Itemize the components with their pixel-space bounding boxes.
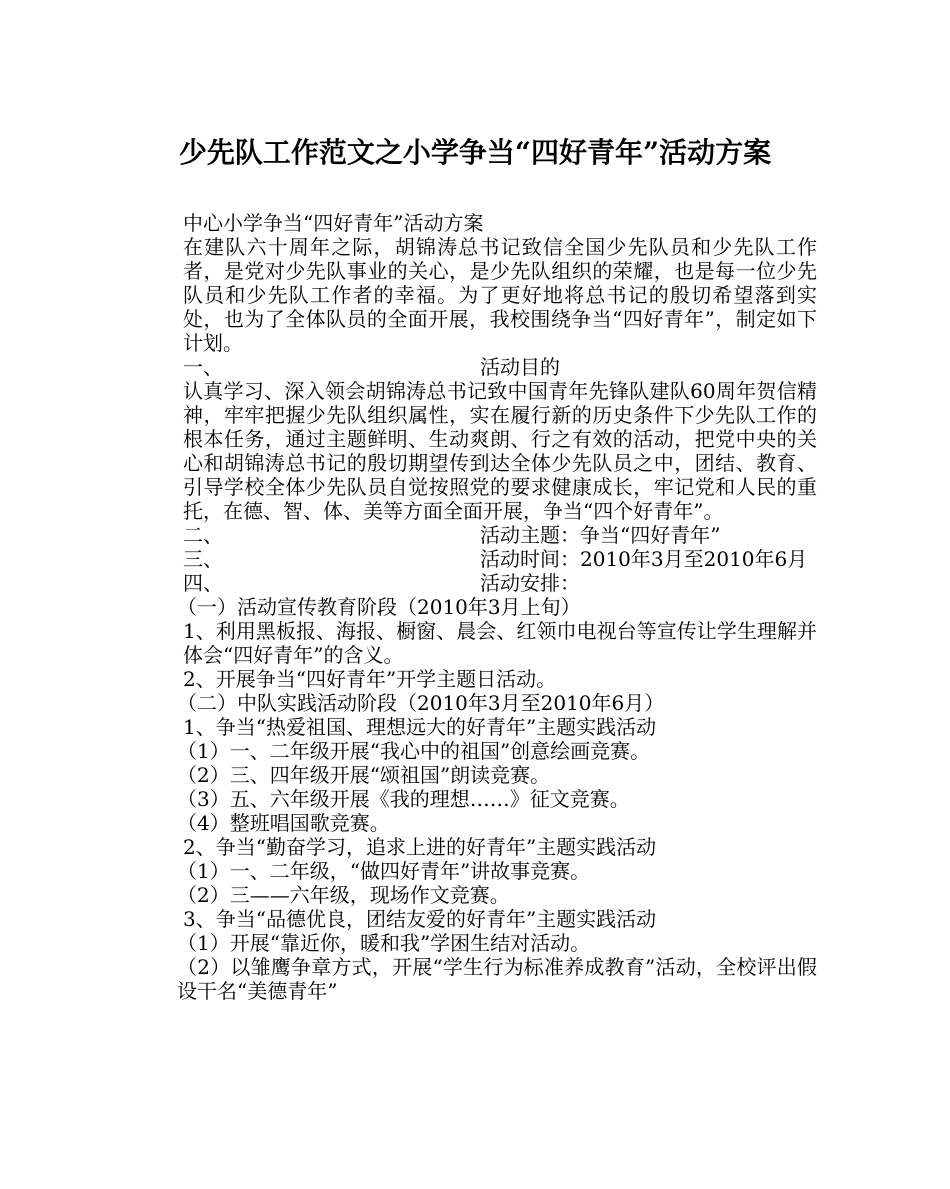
list-item: （2）三、四年级开展“颂祖国”朗读竞赛。	[177, 763, 551, 787]
list-item: （4）整班唱国歌竞赛。	[177, 811, 390, 835]
section-text: 活动时间：2010年3月至2010年6月	[480, 547, 808, 571]
list-item: 2、争当“勤奋学习，追求上进的好青年”主题实践活动	[183, 835, 657, 859]
list-item: （2）以雏鹰争章方式，开展“学生行为标准养成教育”活动，全校评出假设干名“美德青年”	[177, 955, 817, 1003]
document-title: 少先队工作范文之小学争当“四好青年”活动方案	[178, 136, 772, 169]
section-heading	[141, 355, 817, 379]
list-item: （1）一、二年级开展“我心中的祖国”创意绘画竞赛。	[177, 739, 651, 763]
list-item: （1）开展“靠近你，暖和我”学困生结对活动。	[177, 931, 591, 955]
section-number: 二、	[183, 523, 223, 547]
stage-heading: （二）中队实践活动阶段（2010年3月至2010年6月）	[177, 691, 665, 715]
stage-heading: （一）活动宣传教育阶段（2010年3月上旬）	[177, 595, 581, 619]
document-body	[141, 211, 817, 1003]
plan-heading: 中心小学争当“四好青年”活动方案	[183, 211, 484, 235]
list-item: （2）三——六年级，现场作文竞赛。	[177, 883, 510, 907]
list-item: （3）五、六年级开展《我的理想……》征文竞赛。	[177, 787, 630, 811]
list-item: 2、开展争当“四好青年”开学主题日活动。	[183, 667, 557, 691]
section-text: 活动目的	[480, 355, 560, 379]
section-text: 活动主题：争当“四好青年”	[480, 523, 721, 547]
section-heading	[141, 523, 817, 547]
section-heading	[141, 571, 817, 595]
list-item: 3、争当“品德优良，团结友爱的好青年”主题实践活动	[183, 907, 657, 931]
list-item: （1）一、二年级，“做四好青年”讲故事竞赛。	[177, 859, 591, 883]
section-number: 三、	[183, 547, 223, 571]
list-item: 1、争当“热爱祖国、理想远大的好青年”主题实践活动	[183, 715, 657, 739]
section-number: 一、	[183, 355, 223, 379]
intro-paragraph: 在建队六十周年之际，胡锦涛总书记致信全国少先队员和少先队工作者，是党对少先队事业的关心，是少先队组织的荣耀，也是每一位少先队员和少先队工作者的幸福。为了更好地将总书记的殷切希望落到实处，也为了全体队员的全面开展，我校围绕争当“四好青年”，制定如下计划。	[183, 235, 817, 355]
section-number: 四、	[183, 571, 223, 595]
list-item: 1、利用黑板报、海报、橱窗、晨会、红领巾电视台等宣传让学生理解并体会“四好青年”的含义。	[183, 619, 817, 667]
section-heading	[141, 547, 817, 571]
section-text: 活动安排：	[480, 571, 580, 595]
purpose-paragraph: 认真学习、深入领会胡锦涛总书记致中国青年先锋队建队60周年贺信精神，牢牢把握少先队组织属性，实在履行新的历史条件下少先队工作的根本任务，通过主题鲜明、生动爽朗、行之有效的活动，把党中央的关心和胡锦涛总书记的殷切期望传到达全体少先队员之中，团结、教育、引导学校全体少先队员自觉按照党的要求健康成长，牢记党和人民的重托，在德、智、体、美等方面全面开展，争当“四个好青年”。	[183, 379, 817, 523]
